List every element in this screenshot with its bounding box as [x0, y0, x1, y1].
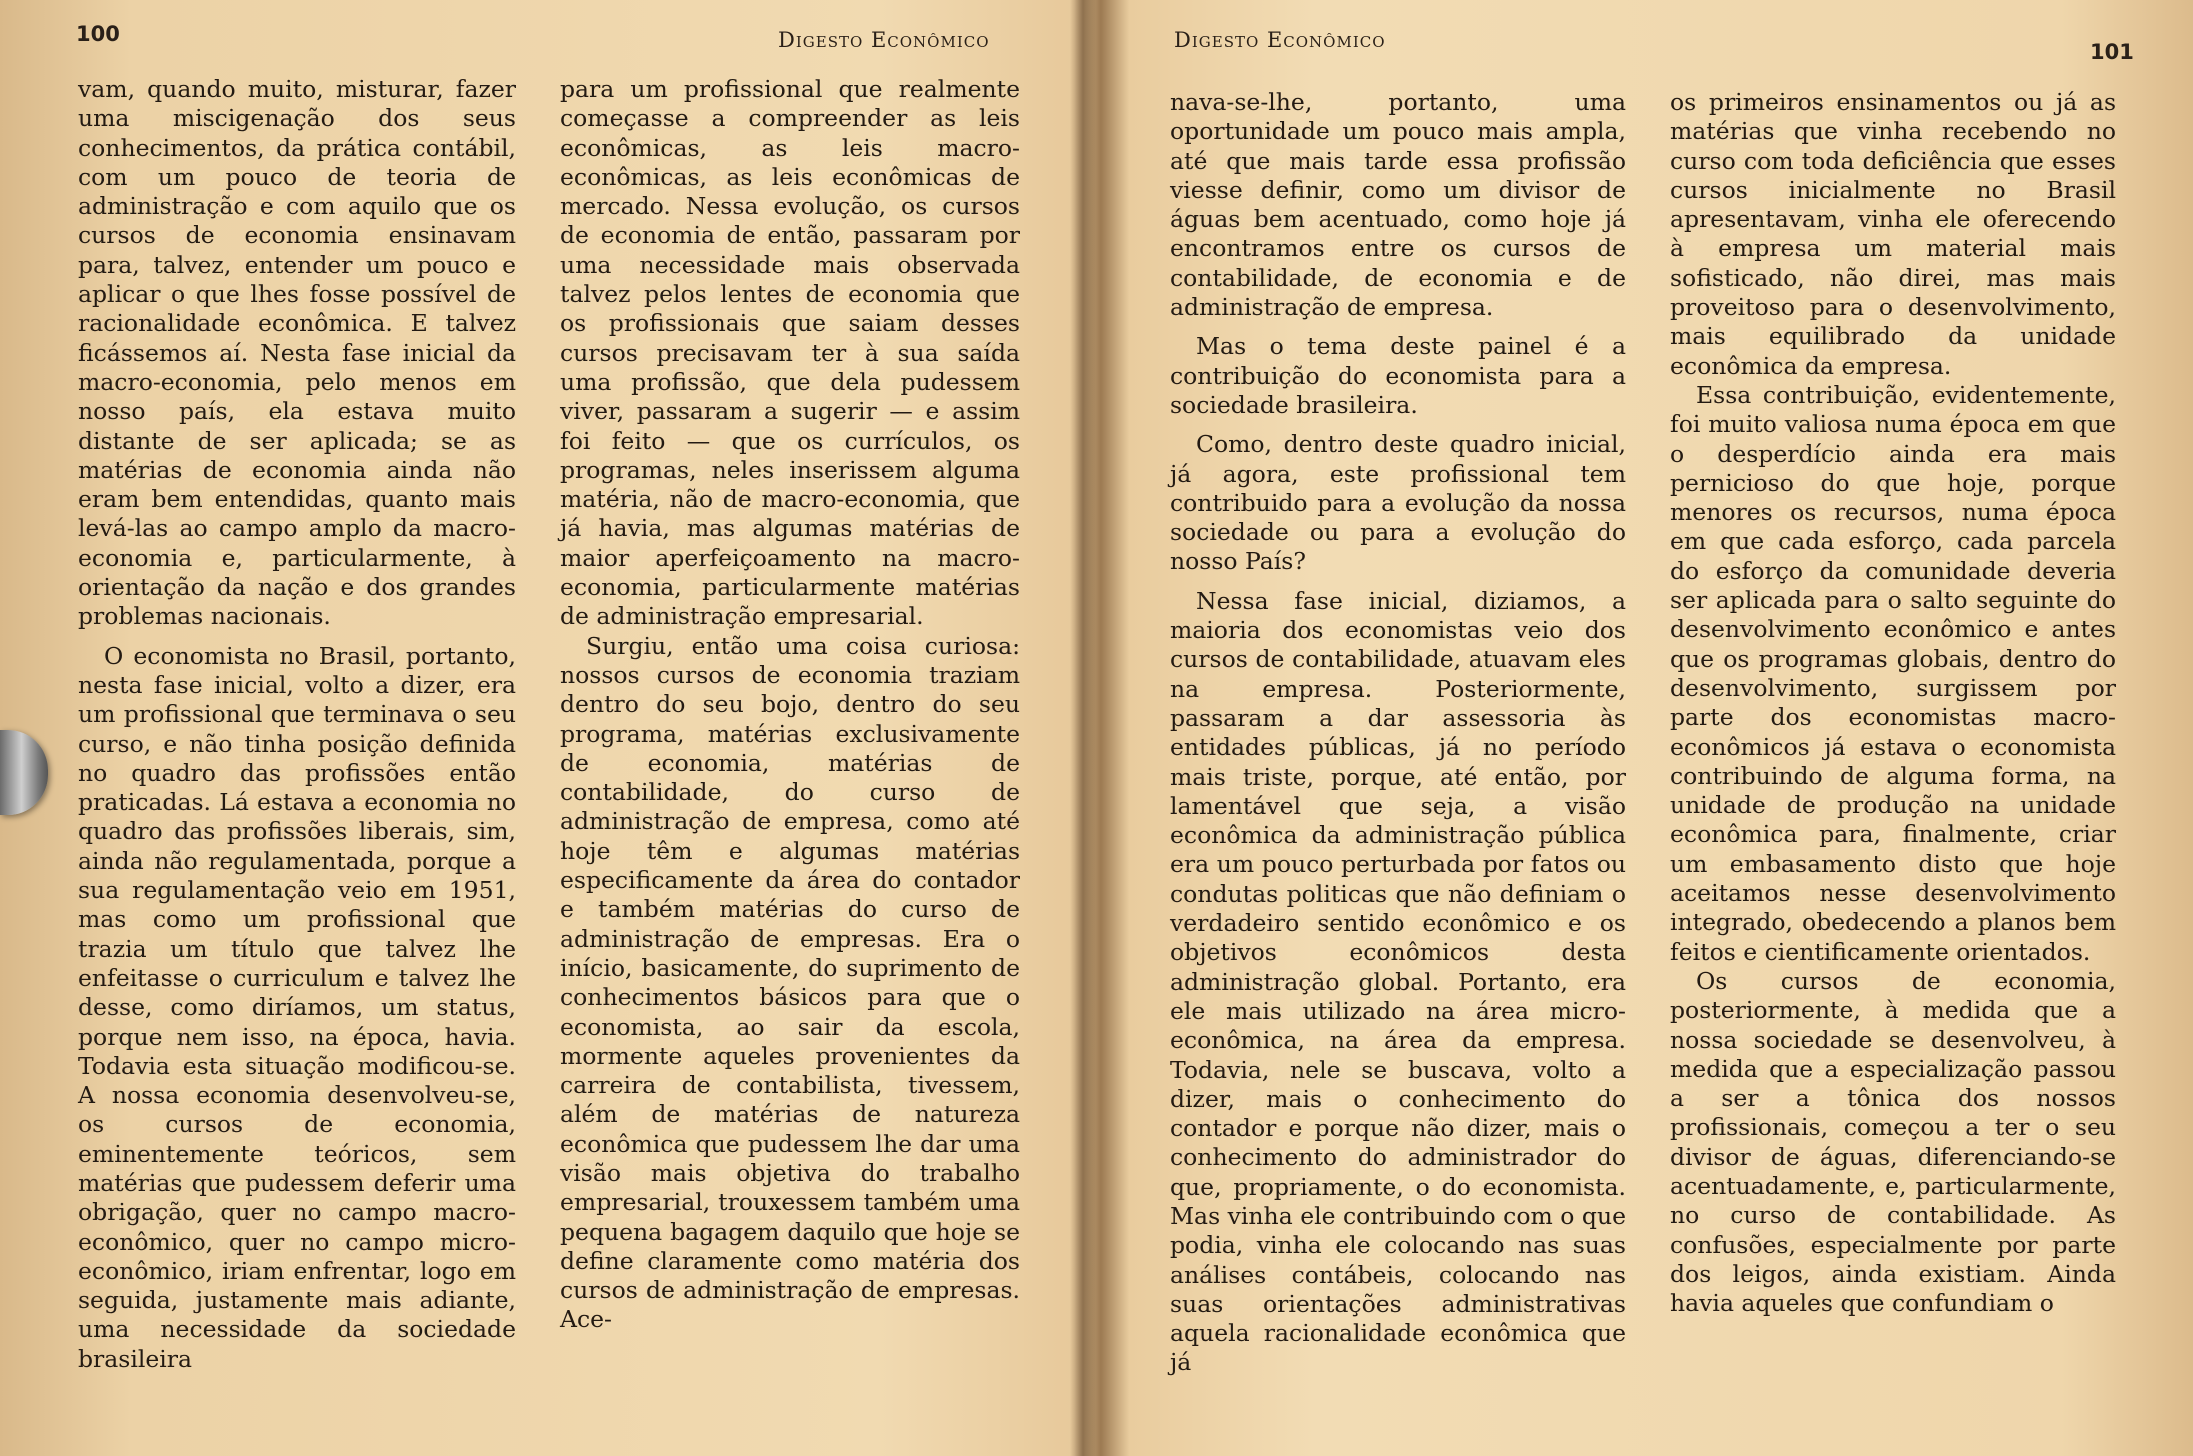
paragraph: Como, dentro deste quadro inicial, já agora, este profissional tem contribuido para a evolução da nossa sociedade ou para a evolução do nosso País? [1170, 430, 1626, 576]
paragraph: Essa contribuição, evidentemente, foi muito valiosa numa época em que o desperdício ainda era mais pernicioso do que hoje, porque menores os recursos, numa época em que cada esforço, cada parcela do esforço da comunidade deveria ser aplicada para o salto seguinte do desenvolvimento econômico e antes que os programas globais, dentro do desenvolvimento, surgissem por parte dos economistas macro-econômicos já estava o economista contribuindo de alguma forma, na unidade de produção na unidade econômica para, finalmente, criar um embasamento disto que hoje aceitamos nesse desenvolvimento integrado, obedecendo a planos bem feitos e cientificamente orientados. [1670, 380, 2116, 966]
column-1 [78, 75, 516, 1374]
paragraph: vam, quando muito, misturar, fazer uma miscigenação dos seus conhecimentos, da prática contábil, com um pouco de teoria de administração e com aquilo que os cursos de economia ensinavam para, talvez, entender um pouco e aplicar o que lhes fosse possível de racionalidade econômica. E talvez ficássemos aí. Nesta fase inicial da macro-economia, pelo menos em nosso país, ela estava muito distante de ser aplicada; se as matérias de economia ainda não eram bem entendidas, quanto mais levá-las ao campo amplo da macro-economia e, particularmente, à orientação da nação e dos grandes problemas nacionais. [78, 75, 516, 631]
page-number: 101 [2090, 40, 2134, 64]
page-number: 100 [76, 22, 120, 46]
paragraph: O economista no Brasil, portanto, nesta fase inicial, volto a dizer, era um profissional que terminava o seu curso, e não tinha posição definida no quadro das profissões então praticadas. Lá estava a economia no quadro das profissões liberais, sim, ainda não regulamentada, porque a sua regulamentação veio em 1951, mas como um profissional que trazia um título que talvez lhe enfeitasse o curriculum e talvez lhe desse, como diríamos, um status, porque nem isso, na época, havia. Todavia esta situação modificou-se. A nossa economia desenvolveu-se, os cursos de economia, eminentemente teóricos, sem matérias que pudessem deferir uma obrigação, quer no campo macro-econômico, quer no campo micro-econômico, iriam enfrentar, logo em seguida, justamente mais adiante, uma necessidade da sociedade brasileira [78, 641, 516, 1373]
right-page [1090, 0, 2193, 1456]
binder-clip [0, 730, 48, 815]
running-head: Digesto Econômico [778, 28, 990, 52]
paragraph: nava-se-lhe, portanto, uma oportunidade um pouco mais ampla, até que mais tarde essa profissão viesse definir, como um divisor de águas bem acentuado, como hoje já encontramos entre os cursos de contabilidade, de economia e de administração de empresa. [1170, 88, 1626, 322]
paragraph: Os cursos de economia, posteriormente, à medida que a nossa sociedade se desenvolveu, à medida que a especialização passou a ser a tônica dos nossos profissionais, começou a ter o seu divisor de águas, diferenciando-se acentuadamente, e, particularmente, no curso de contabilidade. As confusões, especialmente por parte dos leigos, ainda existiam. Ainda havia aqueles que confundiam o [1670, 966, 2116, 1318]
paragraph: Nessa fase inicial, diziamos, a maioria dos economistas veio dos cursos de contabilidade, atuavam eles na empresa. Posteriormente, passaram a dar assessoria às entidades públicas, já no período mais triste, porque, até então, por lamentável que seja, a visão econômica da administração pública era um pouco perturbada por fatos ou condutas politicas que não definiam o verdadeiro sentido econômico e os objetivos econômicos desta administração global. Portanto, era ele mais utilizado na área micro-econômica, na área da empresa. Todavia, nele se buscava, volto a dizer, mais o conhecimento do contador e porque não dizer, mais o conhecimento do administrador do que, propriamente, o do economista. Mas vinha ele contribuindo com o que podia, vinha ele colocando nas suas análises contábeis, colocando nas suas orientações administrativas aquela racionalidade econômica que já [1170, 586, 1626, 1377]
column-2 [560, 75, 1020, 1335]
paragraph: Mas o tema deste painel é a contribuição do economista para a sociedade brasileira. [1170, 332, 1626, 419]
left-page [0, 0, 1080, 1456]
column-1 [1170, 88, 1626, 1378]
paragraph: os primeiros ensinamentos ou já as matérias que vinha recebendo no curso com toda deficiência que esses cursos inicialmente no Brasil apresentavam, vinha ele oferecendo à empresa um material mais sofisticado, não direi, mas mais proveitoso para o desenvolvimento, mais equilibrado da unidade econômica da empresa. [1670, 88, 2116, 380]
running-head: Digesto Econômico [1174, 28, 1386, 52]
column-2 [1670, 88, 2116, 1318]
paragraph: Surgiu, então uma coisa curiosa: nossos cursos de economia traziam dentro do seu bojo, dentro do seu programa, matérias exclusivamente de economia, matérias de contabilidade, do curso de administração de empresa, como até hoje têm e algumas matérias especificamente da área do contador e também matérias do curso de administração de empresas. Era o início, basicamente, do suprimento de conhecimentos básicos para que o economista, ao sair da escola, mormente aqueles provenientes da carreira de contabilista, tivessem, além de matérias de natureza econômica que pudessem lhe dar uma visão mais objetiva do trabalho empresarial, trouxessem também uma pequena bagagem daquilo que hoje se define claramente como matéria dos cursos de administração de empresas. Ace- [560, 631, 1020, 1334]
paragraph: para um profissional que realmente começasse a compreender as leis econômicas, as leis macro-econômicas, as leis econômicas de mercado. Nessa evolução, os cursos de economia de então, passaram por uma necessidade mais observada talvez pelos lentes de economia que os profissionais que saiam desses cursos precisavam ter à sua saída uma profissão, que dela pudessem viver, passaram a sugerir — e assim foi feito — que os currículos, os programas, neles inserissem alguma matéria, não de macro-economia, que já havia, mas algumas matérias de maior aperfeiçoamento na macro-economia, particularmente matérias de administração empresarial. [560, 75, 1020, 631]
